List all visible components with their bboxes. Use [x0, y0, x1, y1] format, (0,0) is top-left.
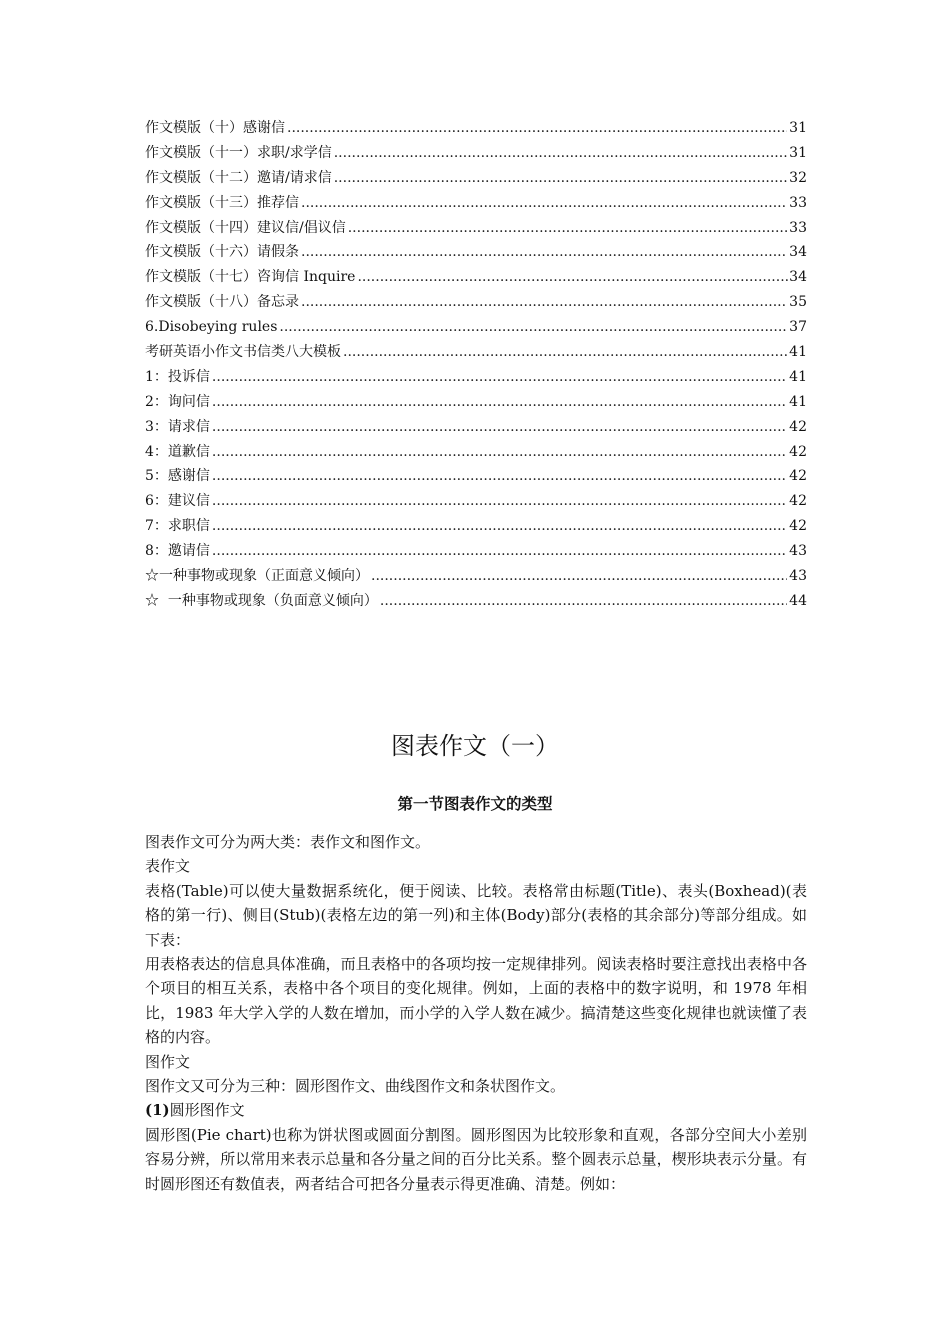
subheading-table-essay: 表作文	[145, 857, 191, 876]
subheading-pie-chart-essay	[145, 1098, 807, 1122]
toc-entry[interactable]	[145, 539, 807, 564]
toc-entry-label: 3：请求信	[145, 418, 210, 435]
toc-entry-page: 42	[789, 443, 807, 460]
toc-entry-page: 31	[789, 120, 807, 136]
toc-entry[interactable]	[145, 514, 807, 539]
toc-entry-page: 34	[789, 244, 807, 261]
toc-entry[interactable]	[145, 365, 807, 390]
toc-entry-label: 6：建议信	[145, 493, 210, 510]
toc-entry-label: 作文模版（十一）求职/求学信	[145, 144, 332, 161]
toc-leader-dots	[343, 340, 787, 365]
list-number: (1)	[145, 1101, 170, 1120]
toc-entry-page: 33	[789, 219, 807, 236]
toc-entry[interactable]	[145, 216, 807, 241]
document-body	[145, 830, 807, 1196]
toc-entry-label: 5：感谢信	[145, 468, 210, 485]
toc-entry-page: 34	[789, 269, 807, 286]
toc-leader-dots	[212, 489, 787, 514]
paragraph: 图表作文可分为两大类：表作文和图作文。	[145, 833, 431, 851]
paragraph: 圆形图(Pie chart)也称为饼状图或圆面分割图。圆形图因为比较形象和直观，各部分空间大小差别容易分辨，所以常用来表示总量和各分量之间的百分比关系。整个圆表示总量，楔形块表示分量。有时圆形图还有数值表，两者结合可把各分量表示得更准确、清楚。例如：	[145, 1125, 807, 1193]
toc-entry-page: 37	[789, 319, 807, 336]
toc-entry-label: 作文模版（十六）请假条	[145, 244, 299, 261]
subheading-graph-essay: 图作文	[145, 1052, 191, 1071]
toc-entry-page: 35	[789, 294, 807, 311]
toc-entry-page: 44	[789, 592, 807, 609]
toc-entry-page: 32	[789, 169, 807, 186]
toc-entry-label: 8：邀请信	[145, 543, 210, 560]
toc-entry-label: 作文模版（十七）咨询信 Inquire	[145, 269, 356, 286]
toc-leader-dots	[301, 290, 787, 315]
toc-leader-dots	[334, 141, 787, 166]
toc-leader-dots	[212, 365, 787, 390]
section-title: 第一节图表作文的类型	[397, 795, 553, 813]
toc-leader-dots	[371, 564, 787, 589]
toc-entry-page: 42	[789, 468, 807, 485]
toc-entry-page: 31	[789, 144, 807, 161]
toc-entry-page: 41	[789, 368, 807, 385]
subheading-text: 圆形图作文	[169, 1101, 245, 1120]
toc-leader-dots	[301, 191, 787, 216]
toc-leader-dots	[301, 240, 787, 265]
toc-leader-dots	[357, 265, 789, 290]
toc-entry-page: 33	[789, 194, 807, 211]
toc-entry-page: 41	[789, 393, 807, 410]
toc-entry-label: ☆一种事物或现象（正面意义倾向）	[145, 568, 369, 585]
toc-entry-label: 6.Disobeying rules	[145, 319, 278, 336]
toc-leader-dots	[212, 440, 787, 465]
toc-leader-dots	[279, 315, 787, 340]
toc-entry[interactable]	[145, 240, 807, 265]
toc-entry-label: 1：投诉信	[145, 368, 210, 385]
toc-leader-dots	[212, 514, 787, 539]
toc-entry-page: 43	[789, 568, 807, 585]
toc-entry[interactable]	[145, 440, 807, 465]
toc-entry[interactable]	[145, 265, 807, 290]
toc-entry-page: 43	[789, 543, 807, 560]
toc-entry-label: 考研英语小作文书信类八大模板	[145, 344, 341, 361]
toc-entry-label: 作文模版（十三）推荐信	[145, 194, 299, 211]
paragraph: 表格(Table)可以使大量数据系统化，便于阅读、比较。表格常由标题(Title)、表头(Boxhead)(表格的第一行)、侧目(Stub)(表格左边的第一列)和主体(Body)部分(表格的其余部分)等部分组成。如下表：	[145, 881, 807, 949]
toc-leader-dots	[212, 390, 787, 415]
toc-entry[interactable]	[145, 415, 807, 440]
toc-leader-dots	[334, 166, 787, 191]
toc-entry-label: 作文模版（十四）建议信/倡议信	[145, 219, 346, 236]
toc-entry-label: 作文模版（十八）备忘录	[145, 294, 299, 311]
paragraph: 用表格表达的信息具体准确，而且表格中的各项均按一定规律排列。阅读表格时要注意找出表格中各个项目的相互关系，表格中各个项目的变化规律。例如，上面的表格中的数字说明，和 1978 年相比，1983 年大学入学的人数在增加，而小学的入学人数在减少。搞清楚这些变化规律也就读懂了表格的内容。	[145, 955, 807, 1047]
page-title: 图表作文（一）	[391, 732, 559, 760]
toc-entry-label: 4：道歉信	[145, 443, 210, 460]
toc-entry[interactable]	[145, 315, 807, 340]
toc-entry-page: 42	[789, 518, 807, 535]
toc-entry[interactable]	[145, 166, 807, 191]
toc-entry-label: 作文模版（十二）邀请/请求信	[145, 169, 332, 186]
toc-entry-label: 作文模版（十）感谢信	[145, 120, 285, 136]
toc-entry-label: 2：询问信	[145, 393, 210, 410]
toc-entry[interactable]	[145, 141, 807, 166]
toc-entry[interactable]	[145, 191, 807, 216]
toc-entry[interactable]	[145, 390, 807, 415]
toc-entry[interactable]	[145, 489, 807, 514]
toc-entry-page: 41	[789, 344, 807, 361]
toc-entry-label: ☆ 一种事物或现象（负面意义倾向）	[145, 592, 378, 609]
paragraph: 图作文又可分为三种：圆形图作文、曲线图作文和条状图作文。	[145, 1077, 566, 1096]
toc-entry-page: 42	[789, 493, 807, 510]
toc-entry[interactable]	[145, 340, 807, 365]
table-of-contents	[145, 116, 807, 614]
toc-entry[interactable]	[145, 589, 807, 614]
toc-leader-dots	[212, 415, 787, 440]
toc-entry[interactable]	[145, 464, 807, 489]
toc-entry-label: 7：求职信	[145, 518, 210, 535]
toc-entry[interactable]	[145, 290, 807, 315]
toc-leader-dots	[380, 589, 787, 614]
toc-leader-dots	[212, 539, 787, 564]
toc-leader-dots	[212, 464, 787, 489]
toc-leader-dots	[348, 216, 787, 241]
toc-entry-page: 42	[789, 418, 807, 435]
toc-leader-dots	[287, 116, 787, 141]
toc-entry[interactable]	[145, 564, 807, 589]
toc-entry[interactable]	[145, 116, 807, 141]
